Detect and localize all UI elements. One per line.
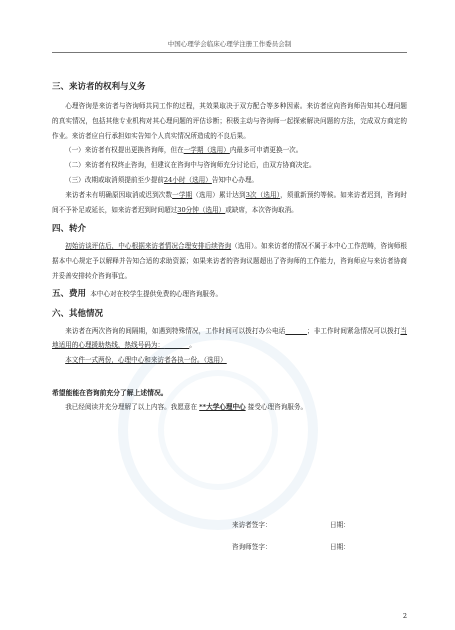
confirmation-text: 我已经阅读并充分理解了以上内容。我愿意在 **大学心理中心 接受心理咨询服务。: [65, 402, 308, 411]
section-5-line: 五、费用 本中心对在校学生提供免费的心理咨询服务。: [52, 288, 223, 299]
section-6-paragraph-2: 本文件一式两份，心理中心和来访者各执一份。（选用）: [65, 356, 227, 365]
section-3-paragraph-2: 来访者未有明确原因取消或迟到次数一学期（选用）累计达到3次（选用），须重新预约等候。如来访者迟到，咨询时间不予补足或延长，如来访者迟到时间超过30分钟（选用）或缺席，本次咨询取消。: [52, 190, 408, 214]
section-3-paragraph: 心理咨询是来访者与咨询师共同工作的过程，其效果取决于双方配合等多种因素。来访者应向咨询师告知其心理问题的真实情况，包括其他专业机构对其心理问题的评估诊断；积极主动与咨询师一起探索解决问题的方法，完成双方商定的作业。来访者应自行承担如实告知个人真实情况所造成的不良后果。: [52, 102, 407, 140]
counselor-date-label: 日期：: [330, 543, 350, 551]
section-4-paragraph: 初始访谈评估后，中心根据来访者情况合理安排后续咨询（选用）。如来访者的情况不属于本中心工作范畴，咨询师根据本中心规定予以解释并告知合适的求助资源；如果来访者的咨询议题超出了咨询师的工作能力，咨询师应与来访者协商并妥善安排转介咨询事宜。: [52, 242, 408, 280]
section-6-paragraph: 来访者在两次咨询的间隔期，如遇到特殊情况，工作时间可以拨打办公电话 ；非工作时间紧急情况可以拨打当地适用的心理援助热线，热线号码为： 。: [52, 326, 408, 350]
client-date-label: 日期：: [330, 521, 350, 529]
page-number: 2: [402, 612, 407, 620]
section-5-title: 五、费用: [52, 288, 87, 299]
client-signature-label: 来访者签字：: [232, 521, 272, 529]
section-4-title: 四、转介: [52, 224, 87, 235]
watermark-emblem-icon: [118, 330, 318, 530]
section-3-item-3: （三）改期或取消须提前至少提前24小时（选用）告知中心办理。: [65, 175, 259, 184]
confirmation-title: 希望能能在咨询前充分了解上述情况。: [52, 388, 168, 397]
counselor-signature-label: 咨询师签字：: [232, 543, 272, 551]
section-3-item-2: （二）来访者有权终止咨询，但建议在咨询中与咨询师充分讨论后，由双方协商决定。: [65, 161, 316, 170]
section-3-title: 三、来访者的权利与义务: [52, 82, 146, 92]
page-header: 中国心理学会临床心理学注册工作委员会制: [52, 40, 407, 53]
section-3-item-1: （一）来访者有权提出更换咨询师，但在一学期（选用）内最多可申请更换一次。: [65, 146, 303, 155]
section-6-title: 六、其他情况: [52, 308, 104, 319]
